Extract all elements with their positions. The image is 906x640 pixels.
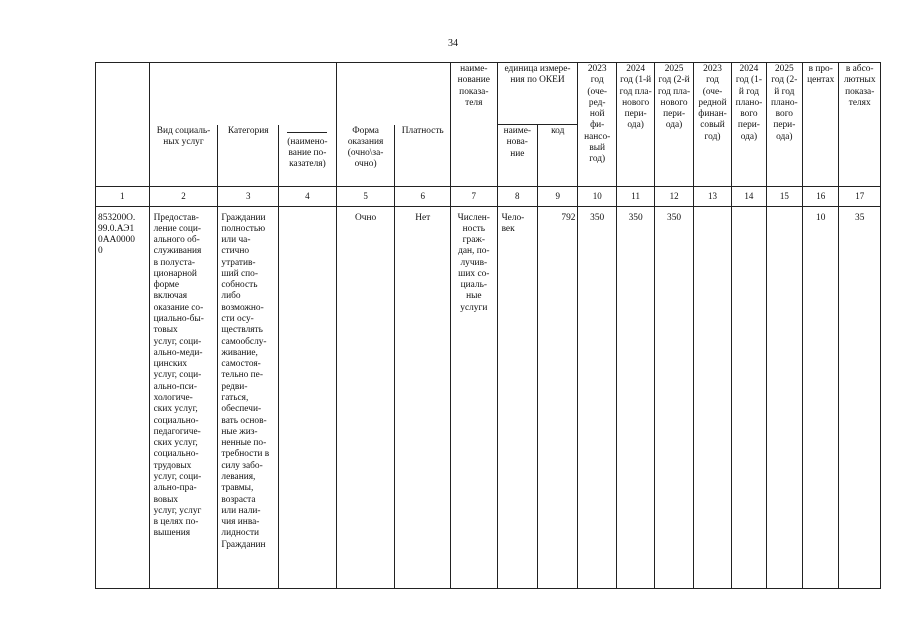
header-category: Категория xyxy=(218,125,279,187)
unit-name-cell: Чело- век xyxy=(497,212,537,589)
column-number: 8 xyxy=(497,187,537,207)
value-2024-cell: 350 xyxy=(616,212,654,589)
header-2024-plan: 2024 год (1-й год пла- нового пери- ода) xyxy=(616,63,654,187)
header-form: Форма оказания (очно\за- очно) xyxy=(336,125,395,187)
indicator-name-cell: Числен- ность граж- дан, по- лучив- ших со- циаль- ные услуги xyxy=(451,212,498,589)
header-content-group xyxy=(149,63,336,125)
column-number: 7 xyxy=(451,187,498,207)
column-number: 2 xyxy=(149,187,218,207)
registry-number: 853200О. 99.0.АЭ1 0АА0000 0 xyxy=(96,212,150,589)
fee-2024-cell xyxy=(732,212,766,589)
value-2025-cell: 350 xyxy=(655,212,693,589)
form-cell: Очно xyxy=(336,212,395,589)
payment-cell: Нет xyxy=(395,212,451,589)
value-2023-cell: 350 xyxy=(578,212,616,589)
unit-code-cell: 792 xyxy=(538,212,578,589)
fee-2025-cell xyxy=(766,212,802,589)
header-2023-plan: 2023 год (оче- ред- ной фи- нансо- вый год) xyxy=(578,63,616,187)
column-number: 11 xyxy=(616,187,654,207)
header-2025-plan: 2025 год (2-й год пла- нового пери- ода) xyxy=(655,63,693,187)
column-number: 10 xyxy=(578,187,616,207)
table-row xyxy=(96,212,881,589)
column-number: 14 xyxy=(732,187,766,207)
header-payment: Платность xyxy=(395,125,451,187)
column-number: 4 xyxy=(279,187,337,207)
header-indicator-blank-caption: (наимено- вание по- казателя) xyxy=(287,136,328,170)
header-service-type: Вид социаль- ных услуг xyxy=(149,125,218,187)
category-cell: Граждании полностью или ча- стично утратив- ший спо- собность либо возможно- сти осу- ществлять самообслу- живание, самостоя- тельно пе- редви- гаться, обеспечи- вать основ- ные жиз- ненные по- требности в силу забо- левания, травмы, возраста или нали- чия инва- лидности Гражданин xyxy=(218,212,279,589)
column-number: 3 xyxy=(218,187,279,207)
column-number: 9 xyxy=(538,187,578,207)
absolute-cell: 35 xyxy=(839,212,881,589)
header-2025-fee: 2025 год (2- й год плано- вого пери- ода) xyxy=(766,63,802,187)
header-2023-fee: 2023 год (оче- редной финан- совый год) xyxy=(693,63,731,187)
header-unit-name: наиме- нова- ние xyxy=(497,125,537,187)
column-number-row xyxy=(96,187,881,207)
percent-cell: 10 xyxy=(803,212,839,589)
column-number: 1 xyxy=(96,187,150,207)
column-number: 16 xyxy=(803,187,839,207)
column-number: 13 xyxy=(693,187,731,207)
column-number: 5 xyxy=(336,187,395,207)
header-conditions-group xyxy=(336,63,450,125)
service-type-cell: Предостав- ление соци- ального об- служивания в полуста- ционарной форме включая оказание со- циально-бы- товых услуг, соци- ально-меди- цинских услуг, соци- ально-пси- хологиче- ских услуг, социально- педагогиче- ских услуг, социально- трудовых услуг, соци- ально-пра- вовых услуг, услуг в целях по- вышения xyxy=(149,212,218,589)
header-2024-fee: 2024 год (1- й год плано- вого пери- ода) xyxy=(732,63,766,187)
header-indicator-name: наиме- нование показа- теля xyxy=(451,63,498,187)
header-unit-group: единица измере- ния по ОКЕИ xyxy=(497,63,578,125)
page-number: 34 xyxy=(448,38,458,49)
header-absolute: в абсо- лютных показа- телях xyxy=(839,63,881,187)
column-number: 6 xyxy=(395,187,451,207)
header-percent: в про- центах xyxy=(803,63,839,187)
service-volume-table xyxy=(95,62,881,589)
header-unit-code: код xyxy=(538,125,578,187)
header-row-top xyxy=(96,63,881,125)
column-number: 15 xyxy=(766,187,802,207)
blank-underline xyxy=(287,128,327,133)
column-number: 12 xyxy=(655,187,693,207)
indicator-blank-cell xyxy=(279,212,337,589)
header-registry-cell xyxy=(96,63,150,187)
header-indicator-blank xyxy=(279,125,337,187)
column-number: 17 xyxy=(839,187,881,207)
fee-2023-cell xyxy=(693,212,731,589)
